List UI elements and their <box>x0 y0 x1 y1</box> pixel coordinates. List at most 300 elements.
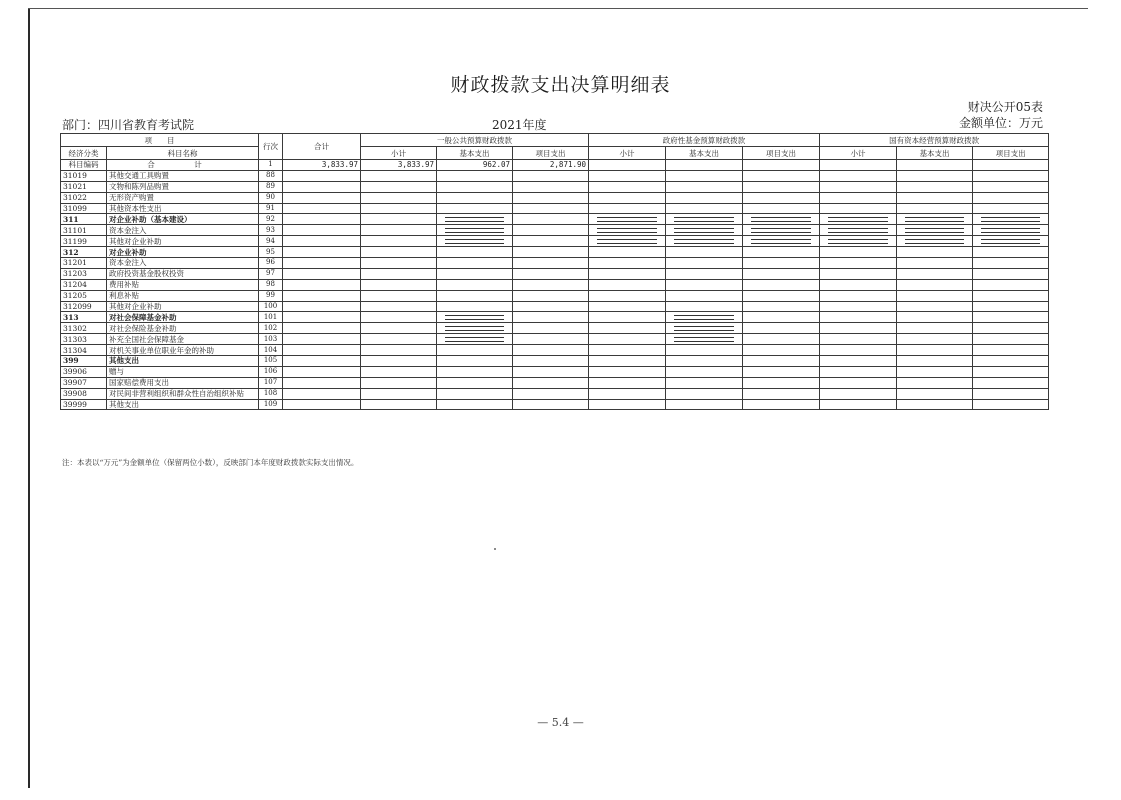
amount-fund-basic <box>666 268 743 279</box>
total-fund-project <box>743 160 820 171</box>
dash-mark <box>597 239 657 244</box>
row-number: 103 <box>259 334 283 345</box>
amount-gen-basic <box>437 268 513 279</box>
amount-gen-project <box>513 247 589 258</box>
row-number: 108 <box>259 388 283 399</box>
amount-fund-basic <box>666 225 743 236</box>
row-number: 99 <box>259 290 283 301</box>
amount-fund-project <box>743 334 820 345</box>
dash-mark <box>674 326 734 331</box>
table-body <box>61 170 1049 410</box>
subject-code: 311 <box>61 214 107 225</box>
header-item: 项 目 <box>61 134 259 147</box>
amount-fund-project <box>743 170 820 181</box>
header-fund-budget: 政府性基金预算财政拨款 <box>589 134 820 147</box>
amount-fund-project <box>743 377 820 388</box>
amount-gen-basic <box>437 301 513 312</box>
dash-mark <box>981 228 1040 233</box>
header-state-subtotal: 小计 <box>820 147 897 160</box>
table-row <box>61 279 1049 290</box>
dash-mark <box>445 337 504 342</box>
header-gen-basic: 基本支出 <box>437 147 513 160</box>
amount-state-subtotal <box>820 356 897 367</box>
subject-code: 31099 <box>61 203 107 214</box>
department-label: 部门：四川省教育考试院 <box>62 118 195 132</box>
amount-fund-subtotal <box>589 170 666 181</box>
amount-gen-project <box>513 279 589 290</box>
row-number: 95 <box>259 247 283 258</box>
subject-code: 313 <box>61 312 107 323</box>
total-fund-basic <box>666 160 743 171</box>
amount-state-project <box>973 214 1049 225</box>
row-number: 109 <box>259 399 283 410</box>
amount-state-basic <box>897 334 973 345</box>
amount-state-subtotal <box>820 388 897 399</box>
amount-state-subtotal <box>820 312 897 323</box>
amount-state-project <box>973 334 1049 345</box>
amount-fund-subtotal <box>589 214 666 225</box>
table-row <box>61 334 1049 345</box>
header-subject-name: 科目名称 <box>107 147 259 160</box>
amount-total <box>283 225 361 236</box>
dash-mark <box>828 228 888 233</box>
amount-fund-basic <box>666 258 743 269</box>
subject-name: 其他交通工具购置 <box>107 170 259 181</box>
amount-gen-project <box>513 258 589 269</box>
amount-gen-basic <box>437 312 513 323</box>
amount-fund-project <box>743 301 820 312</box>
amount-state-subtotal <box>820 345 897 356</box>
total-amount: 3,833.97 <box>283 160 361 171</box>
dash-mark <box>445 315 504 320</box>
subject-name: 政府投资基金股权投资 <box>107 268 259 279</box>
amount-gen-basic <box>437 192 513 203</box>
amount-fund-basic <box>666 192 743 203</box>
amount-fund-basic <box>666 399 743 410</box>
amount-fund-project <box>743 323 820 334</box>
amount-state-project <box>973 312 1049 323</box>
amount-fund-basic <box>666 323 743 334</box>
row-number: 98 <box>259 279 283 290</box>
amount-fund-basic <box>666 377 743 388</box>
amount-gen-subtotal <box>361 247 437 258</box>
amount-gen-project <box>513 366 589 377</box>
subject-name: 其他支出 <box>107 356 259 367</box>
amount-state-basic <box>897 236 973 247</box>
subject-code: 31019 <box>61 170 107 181</box>
amount-state-subtotal <box>820 334 897 345</box>
amount-gen-subtotal <box>361 388 437 399</box>
amount-total <box>283 203 361 214</box>
amount-state-basic <box>897 225 973 236</box>
scan-speck <box>494 548 496 550</box>
subject-name: 资本金注入 <box>107 225 259 236</box>
amount-total <box>283 258 361 269</box>
dash-mark <box>445 239 504 244</box>
amount-fund-basic <box>666 236 743 247</box>
amount-gen-subtotal <box>361 192 437 203</box>
amount-state-basic <box>897 170 973 181</box>
amount-fund-subtotal <box>589 203 666 214</box>
amount-state-subtotal <box>820 258 897 269</box>
amount-state-subtotal <box>820 377 897 388</box>
table-row <box>61 170 1049 181</box>
subject-name: 利息补贴 <box>107 290 259 301</box>
amount-fund-subtotal <box>589 399 666 410</box>
subject-code: 31022 <box>61 192 107 203</box>
amount-gen-subtotal <box>361 258 437 269</box>
dash-mark <box>597 217 657 222</box>
amount-gen-project <box>513 225 589 236</box>
total-fund-subtotal <box>589 160 666 171</box>
amount-gen-basic <box>437 377 513 388</box>
amount-state-basic <box>897 192 973 203</box>
header-row-no: 行次 <box>259 134 283 160</box>
amount-total <box>283 366 361 377</box>
amount-fund-subtotal <box>589 268 666 279</box>
subject-name: 其他对企业补助 <box>107 236 259 247</box>
amount-gen-project <box>513 268 589 279</box>
amount-gen-basic <box>437 290 513 301</box>
amount-state-project <box>973 181 1049 192</box>
amount-state-basic <box>897 377 973 388</box>
amount-total <box>283 247 361 258</box>
table-row <box>61 323 1049 334</box>
amount-state-project <box>973 388 1049 399</box>
subject-name: 对企业补助（基本建设） <box>107 214 259 225</box>
header-econ-class: 经济分类 <box>61 147 107 160</box>
amount-state-basic <box>897 203 973 214</box>
subject-code: 312099 <box>61 301 107 312</box>
table-row <box>61 366 1049 377</box>
amount-state-project <box>973 268 1049 279</box>
page-number: — 5.4 — <box>537 716 584 729</box>
expenditure-table <box>60 133 1049 410</box>
subject-name: 无形资产购置 <box>107 192 259 203</box>
amount-gen-basic <box>437 214 513 225</box>
amount-gen-basic <box>437 345 513 356</box>
dash-mark <box>751 239 811 244</box>
amount-state-project <box>973 345 1049 356</box>
amount-state-project <box>973 192 1049 203</box>
table-row <box>61 312 1049 323</box>
header-state-project: 项目支出 <box>973 147 1049 160</box>
amount-fund-basic <box>666 312 743 323</box>
total-state-subtotal <box>820 160 897 171</box>
amount-state-project <box>973 236 1049 247</box>
amount-total <box>283 323 361 334</box>
amount-gen-basic <box>437 323 513 334</box>
row-number: 107 <box>259 377 283 388</box>
amount-fund-subtotal <box>589 301 666 312</box>
subject-name: 国家赔偿费用支出 <box>107 377 259 388</box>
amount-state-basic <box>897 290 973 301</box>
amount-state-project <box>973 247 1049 258</box>
amount-state-subtotal <box>820 366 897 377</box>
row-number: 91 <box>259 203 283 214</box>
header-state-basic: 基本支出 <box>897 147 973 160</box>
page-title: 财政拨款支出决算明细表 <box>450 74 671 96</box>
amount-fund-project <box>743 236 820 247</box>
year-label: 2021年度 <box>492 118 547 132</box>
subject-code: 39906 <box>61 366 107 377</box>
row-number: 101 <box>259 312 283 323</box>
row-number: 100 <box>259 301 283 312</box>
subject-code: 31021 <box>61 181 107 192</box>
dash-mark <box>445 217 504 222</box>
row-number: 96 <box>259 258 283 269</box>
amount-fund-basic <box>666 279 743 290</box>
amount-state-basic <box>897 247 973 258</box>
amount-total <box>283 236 361 247</box>
subject-code: 312 <box>61 247 107 258</box>
amount-fund-subtotal <box>589 334 666 345</box>
amount-state-subtotal <box>820 192 897 203</box>
amount-fund-project <box>743 290 820 301</box>
amount-fund-basic <box>666 301 743 312</box>
amount-gen-subtotal <box>361 181 437 192</box>
amount-state-subtotal <box>820 214 897 225</box>
subject-code: 399 <box>61 356 107 367</box>
dash-mark <box>981 217 1040 222</box>
total-state-project <box>973 160 1049 171</box>
subject-code: 31205 <box>61 290 107 301</box>
amount-total <box>283 214 361 225</box>
amount-state-project <box>973 377 1049 388</box>
header-fund-subtotal: 小计 <box>589 147 666 160</box>
amount-gen-subtotal <box>361 203 437 214</box>
amount-fund-subtotal <box>589 345 666 356</box>
amount-gen-project <box>513 334 589 345</box>
header-subject-code: 科目编码 <box>61 160 107 171</box>
amount-gen-basic <box>437 334 513 345</box>
amount-gen-project <box>513 323 589 334</box>
header-gen-project: 项目支出 <box>513 147 589 160</box>
dash-mark <box>445 326 504 331</box>
total-gen-basic: 962.07 <box>437 160 513 171</box>
amount-gen-project <box>513 356 589 367</box>
dash-mark <box>674 239 734 244</box>
amount-fund-basic <box>666 290 743 301</box>
amount-gen-basic <box>437 181 513 192</box>
amount-gen-basic <box>437 356 513 367</box>
amount-gen-subtotal <box>361 345 437 356</box>
amount-gen-subtotal <box>361 399 437 410</box>
amount-fund-subtotal <box>589 377 666 388</box>
amount-state-subtotal <box>820 399 897 410</box>
table-row <box>61 214 1049 225</box>
dash-mark <box>751 217 811 222</box>
amount-state-project <box>973 279 1049 290</box>
dash-mark <box>674 217 734 222</box>
amount-gen-subtotal <box>361 356 437 367</box>
amount-state-project <box>973 170 1049 181</box>
amount-state-project <box>973 399 1049 410</box>
amount-total <box>283 388 361 399</box>
table-row <box>61 301 1049 312</box>
subject-name: 对社会保险基金补助 <box>107 323 259 334</box>
table-row <box>61 247 1049 258</box>
amount-gen-project <box>513 290 589 301</box>
amount-fund-subtotal <box>589 225 666 236</box>
amount-gen-subtotal <box>361 236 437 247</box>
amount-fund-project <box>743 192 820 203</box>
amount-fund-subtotal <box>589 356 666 367</box>
subject-name: 其他资本性支出 <box>107 203 259 214</box>
row-number: 92 <box>259 214 283 225</box>
amount-state-project <box>973 225 1049 236</box>
amount-fund-subtotal <box>589 312 666 323</box>
amount-total <box>283 356 361 367</box>
subject-code: 39908 <box>61 388 107 399</box>
amount-state-basic <box>897 268 973 279</box>
amount-state-subtotal <box>820 170 897 181</box>
amount-state-project <box>973 301 1049 312</box>
subject-name: 对机关事业单位职业年金的补助 <box>107 345 259 356</box>
amount-fund-basic <box>666 345 743 356</box>
amount-gen-basic <box>437 203 513 214</box>
amount-state-basic <box>897 345 973 356</box>
total-row-label: 合 计 <box>107 160 259 171</box>
table-row <box>61 290 1049 301</box>
amount-gen-basic <box>437 388 513 399</box>
row-number: 88 <box>259 170 283 181</box>
amount-total <box>283 334 361 345</box>
table-row <box>61 345 1049 356</box>
amount-fund-project <box>743 312 820 323</box>
subject-name: 赠与 <box>107 366 259 377</box>
dash-mark <box>674 315 734 320</box>
subject-name: 其他支出 <box>107 399 259 410</box>
amount-gen-project <box>513 399 589 410</box>
amount-total <box>283 312 361 323</box>
amount-gen-subtotal <box>361 225 437 236</box>
dash-mark <box>445 228 504 233</box>
amount-total <box>283 301 361 312</box>
amount-gen-project <box>513 192 589 203</box>
amount-state-project <box>973 323 1049 334</box>
table-row <box>61 258 1049 269</box>
amount-fund-project <box>743 388 820 399</box>
header-general-budget: 一般公共预算财政拨款 <box>361 134 589 147</box>
dash-mark <box>905 239 964 244</box>
subject-name: 资本金注入 <box>107 258 259 269</box>
scan-edge-top <box>28 8 1088 9</box>
amount-gen-project <box>513 345 589 356</box>
amount-total <box>283 399 361 410</box>
total-row-no: 1 <box>259 160 283 171</box>
amount-fund-subtotal <box>589 247 666 258</box>
amount-state-basic <box>897 399 973 410</box>
amount-gen-subtotal <box>361 214 437 225</box>
subject-code: 31101 <box>61 225 107 236</box>
amount-gen-subtotal <box>361 290 437 301</box>
header-gen-subtotal: 小计 <box>361 147 437 160</box>
amount-gen-subtotal <box>361 279 437 290</box>
amount-fund-basic <box>666 170 743 181</box>
subject-name: 费用补贴 <box>107 279 259 290</box>
amount-state-project <box>973 258 1049 269</box>
table-row <box>61 377 1049 388</box>
amount-fund-project <box>743 366 820 377</box>
amount-fund-basic <box>666 356 743 367</box>
amount-gen-basic <box>437 170 513 181</box>
table-row <box>61 356 1049 367</box>
row-number: 93 <box>259 225 283 236</box>
dash-mark <box>905 228 964 233</box>
amount-gen-project <box>513 301 589 312</box>
table-row <box>61 399 1049 410</box>
subject-code: 31302 <box>61 323 107 334</box>
subject-code: 31203 <box>61 268 107 279</box>
amount-fund-subtotal <box>589 323 666 334</box>
amount-state-basic <box>897 366 973 377</box>
amount-total <box>283 192 361 203</box>
amount-state-project <box>973 356 1049 367</box>
row-number: 104 <box>259 345 283 356</box>
header-fund-project: 项目支出 <box>743 147 820 160</box>
total-state-basic <box>897 160 973 171</box>
amount-gen-project <box>513 214 589 225</box>
table-row <box>61 236 1049 247</box>
amount-total <box>283 290 361 301</box>
amount-total <box>283 279 361 290</box>
amount-gen-project <box>513 170 589 181</box>
header-fund-basic: 基本支出 <box>666 147 743 160</box>
amount-fund-subtotal <box>589 290 666 301</box>
amount-gen-basic <box>437 236 513 247</box>
amount-gen-subtotal <box>361 366 437 377</box>
amount-total <box>283 181 361 192</box>
amount-total <box>283 377 361 388</box>
amount-fund-subtotal <box>589 181 666 192</box>
row-number: 105 <box>259 356 283 367</box>
amount-fund-project <box>743 268 820 279</box>
row-number: 89 <box>259 181 283 192</box>
subject-code: 31303 <box>61 334 107 345</box>
amount-fund-subtotal <box>589 258 666 269</box>
total-gen-subtotal: 3,833.97 <box>361 160 437 171</box>
amount-fund-project <box>743 181 820 192</box>
amount-fund-subtotal <box>589 366 666 377</box>
subject-code: 31201 <box>61 258 107 269</box>
amount-total <box>283 268 361 279</box>
row-number: 106 <box>259 366 283 377</box>
amount-gen-basic <box>437 258 513 269</box>
amount-state-basic <box>897 258 973 269</box>
subject-name: 补充全国社会保障基金 <box>107 334 259 345</box>
amount-state-basic <box>897 181 973 192</box>
amount-state-project <box>973 203 1049 214</box>
amount-fund-project <box>743 203 820 214</box>
amount-gen-subtotal <box>361 268 437 279</box>
amount-state-subtotal <box>820 225 897 236</box>
amount-total <box>283 345 361 356</box>
amount-state-subtotal <box>820 236 897 247</box>
amount-fund-basic <box>666 366 743 377</box>
amount-fund-project <box>743 258 820 269</box>
amount-total <box>283 170 361 181</box>
subject-code: 31304 <box>61 345 107 356</box>
amount-state-basic <box>897 301 973 312</box>
amount-gen-project <box>513 236 589 247</box>
unit-label: 金额单位：万元 <box>958 116 1043 130</box>
amount-gen-subtotal <box>361 377 437 388</box>
subject-name: 对社会保障基金补助 <box>107 312 259 323</box>
row-number: 90 <box>259 192 283 203</box>
table-row <box>61 192 1049 203</box>
subject-code: 31204 <box>61 279 107 290</box>
